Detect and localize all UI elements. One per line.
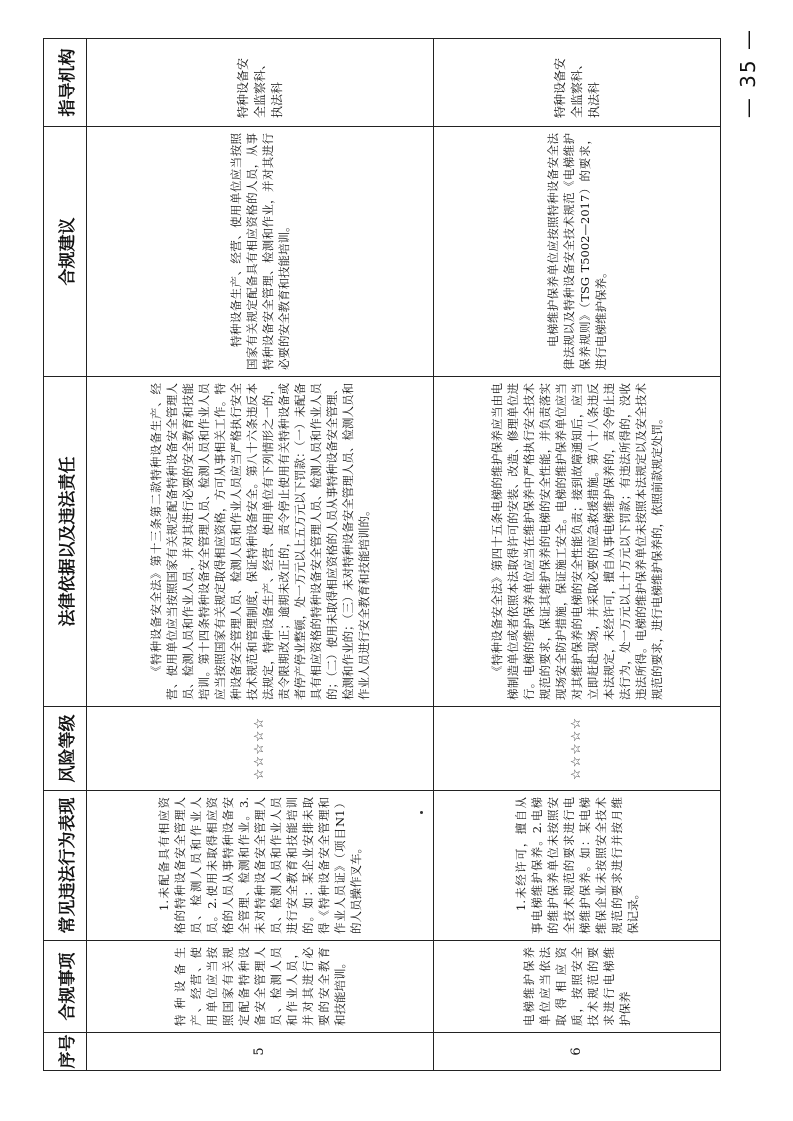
header-advice: 合规建议 xyxy=(44,127,87,377)
table-row xyxy=(87,39,434,1071)
row-risk-stars: ☆☆☆☆☆ xyxy=(434,707,721,791)
row-advice-text: 电梯维护保养单位应按照特种设备安全法律法规以及特种设备安全技术规范《电梯维护保养规则》（TSG T5002—2017）的要求，进行电梯维护保养。 xyxy=(546,133,608,370)
page-number: — 35 — xyxy=(736,28,760,119)
row-behavior-text: 1.未经许可，擅自从事电梯维护保养。2.电梯的维护保养单位未按照安全技术规范的要求进行电梯维护保养。如：某电梯维保企业未按照安全技术规范的要求进行并按月维保记录。 xyxy=(514,797,640,934)
row-behavior xyxy=(87,791,434,941)
row-seq: 5 xyxy=(87,1033,434,1071)
row-behavior-text: 1.未配备具有相应资格的特种设备安全管理人员、检测人员和作业人员。2.使用未取得相应资格的人员从事特种设备安全管理、检测和作业。3.未对特种设备安全管理人员、检测人员和作业人员进行安全教育和技能培训的。如：某企业安排未取得《特种设备安全管理和作业人员证》（项目N1）的人员操作叉车。 xyxy=(157,797,363,934)
row-item-text: 电梯维护保养单位应当依法取得相应资质，按照安全技术规范的要求进行电梯维护保养 xyxy=(522,947,632,1026)
header-risk: 风险等级 xyxy=(44,707,87,791)
table-row xyxy=(434,39,721,1071)
row-legal xyxy=(87,377,434,707)
row-item xyxy=(434,941,721,1033)
row-item-text: 特种设备生产、经营、使用单位应当按照国家有关规定配备特种设备安全管理人员、检测人员和作业人员，并对其进行必要的安全教育和技能培训。 xyxy=(173,947,347,1026)
scan-speck xyxy=(420,811,423,814)
row-legal-text: 《特种设备安全法》第四十五条电梯的维护保养应当由电梯制造单位或者依照本法取得许可的安装、改造、修理单位进行。电梯的维护保养单位应当在维护保养中严格执行安全技术规范的要求，保证其维护保养的电梯的安全性能，并负责落实现场安全防护措施，保证施工安全。电梯的维护保养单位应当对其维护保养的电梯的安全性能负责；接到故障通知后，应当立即赶赴现场，并采取必要的应急救援措施。第八十八条违反本法规定，未经许可，擅自从事电梯维护保养的，责令停止违法行为，处一万元以上十万元以下罚款；有违法所得的，没收违法所得。电梯的维护保养单位未按照本法规定以及安全技术规范的要求，进行电梯维护保养的，依照前款规定处罚。 xyxy=(490,383,664,700)
header-item: 合规事项 xyxy=(44,941,87,1033)
row-advice-text: 特种设备生产、经营、使用单位应当按照国家有关规定配备具有相应资格的人员，从事特种设备安全管理、检测和作业，并对其进行必要的安全教育和技能培训。 xyxy=(229,133,291,370)
header-behavior: 常见违法行为表现 xyxy=(44,791,87,941)
row-advice xyxy=(434,127,721,377)
row-behavior xyxy=(434,791,721,941)
row-org: 特种设备安全监察科、执法科 xyxy=(434,39,721,127)
row-advice xyxy=(87,127,434,377)
row-legal-text: 《特种设备安全法》第十三条第二款特种设备生产、经营、使用单位应当按照国家有关规定配备特种设备安全管理人员、检测人员和作业人员，并对其进行必要的安全教育和技能培训。第十四条特种设备安全管理人员、检测人员和作业人员应当按照国家有关规定取得相应资格，方可从事相关工作。特种设备安全管理人员、检测人员和作业人员应当严格执行安全技术规范和管理制度，保证特种设备安全。第八十六条违反本法规定，特种设备生产、经营、使用单位有下列情形之一的，责令限期改正；逾期未改正的，责令停止使用有关特种设备或者停产停业整顿，处一万元以上五万元以下罚款：（一）未配备具有相应资格的特种设备安全管理人员、检测人员和作业人员的；（二）使用未取得相应资格的人员从事特种设备安全管理、检测和作业的；（三）未对特种设备安全管理人员、检测人员和作业人员进行安全教育和技能培训的。 xyxy=(149,383,371,700)
row-org: 特种设备安全监察科、执法科 xyxy=(87,39,434,127)
table-header-row xyxy=(44,39,87,1071)
header-org: 指导机构 xyxy=(44,39,87,127)
header-seq: 序号 xyxy=(44,1033,87,1071)
row-risk-stars: ☆☆☆☆☆ xyxy=(87,707,434,791)
row-legal xyxy=(434,377,721,707)
header-legal: 法律依据以及违法责任 xyxy=(44,377,87,707)
compliance-table xyxy=(43,38,721,1071)
row-item xyxy=(87,941,434,1033)
row-seq: 6 xyxy=(434,1033,721,1071)
